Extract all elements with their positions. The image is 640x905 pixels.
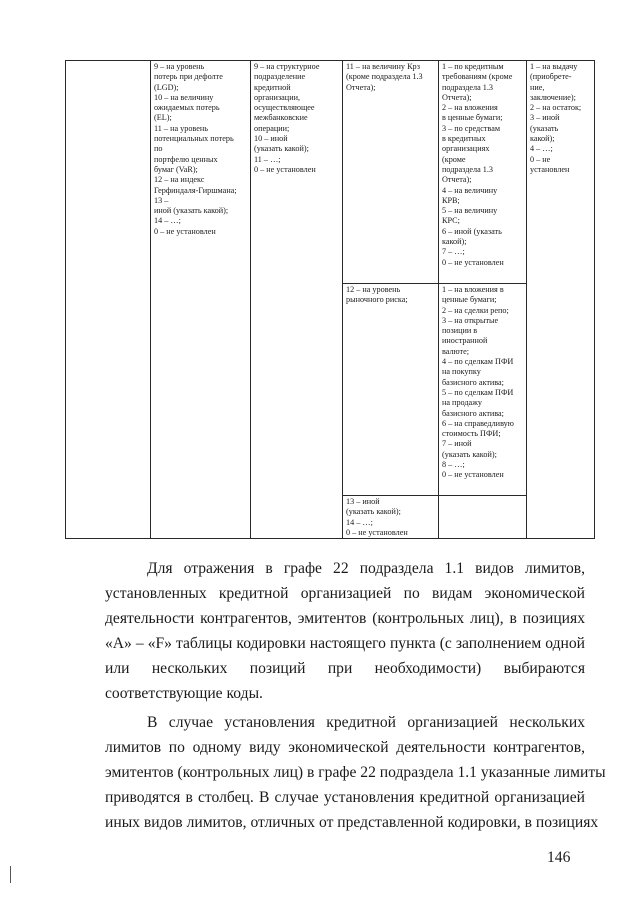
cell-line: 14 – …; bbox=[154, 216, 181, 226]
cell-line: в ценные бумаги; bbox=[442, 113, 503, 123]
cell-lines bbox=[442, 62, 524, 268]
paragraph-line: соответствующие коды. bbox=[105, 685, 263, 702]
cell-line: (указать какой); bbox=[442, 449, 497, 459]
table-cell-credit-risk-details bbox=[439, 61, 527, 284]
cell-line: 12 – на уровень bbox=[346, 285, 401, 294]
cell-line: в кредитных bbox=[442, 134, 486, 144]
cell-line: какой); bbox=[442, 237, 467, 247]
cell-line: 1 – по кредитным bbox=[442, 62, 504, 71]
paragraph-line: приводятся в столбец. В случае установления кредитной организацией bbox=[105, 789, 585, 806]
cell-line: Герфиндаля-Гиршмана; bbox=[154, 185, 237, 195]
cell-line: 0 – не установлен bbox=[346, 527, 408, 537]
cell-lines bbox=[154, 62, 248, 237]
cell-line: иностранной bbox=[442, 336, 488, 346]
cell-line: (кроме bbox=[442, 154, 466, 164]
cell-line: 0 – не bbox=[530, 154, 551, 164]
cell-line: подраздела 1.3 bbox=[442, 164, 494, 174]
cell-line: потерь при дефолте bbox=[154, 72, 223, 82]
cell-line: позиции в bbox=[442, 326, 478, 336]
paragraph-lines bbox=[105, 710, 606, 835]
paragraph-line: деятельности контрагентов, эмитентов (контрольных лиц), в позициях bbox=[105, 610, 585, 627]
cell-line: иной (указать какой); bbox=[154, 206, 229, 216]
cell-lines bbox=[254, 62, 340, 175]
cell-line: 2 – на остаток; bbox=[530, 103, 582, 113]
cell-line: (EL); bbox=[154, 113, 172, 123]
cell-line: какой); bbox=[530, 134, 555, 144]
cell-line: 11 – на уровень bbox=[154, 123, 208, 133]
cell-line: портфелю ценных bbox=[154, 154, 218, 164]
cell-line: 10 – иной bbox=[254, 134, 288, 144]
cell-line: Отчета); bbox=[346, 82, 376, 92]
cell-line: (LGD); bbox=[154, 82, 179, 92]
cell-line: 5 – по сделкам ПФИ bbox=[442, 387, 514, 397]
cell-line: валюте; bbox=[442, 346, 470, 356]
paragraph-1 bbox=[105, 556, 585, 706]
cell-line: потенциальных потерь bbox=[154, 134, 234, 144]
paragraph-line: «A» – «F» таблицы кодировки настоящего пункта (с заполнением одной bbox=[105, 635, 585, 652]
paragraph-line: эмитентов (контрольных лиц) в графе 22 подраздела 1.1 указанные лимиты bbox=[105, 764, 606, 781]
cell-line: рыночного риска; bbox=[346, 295, 408, 305]
cell-line: 12 – на индекс bbox=[154, 175, 205, 185]
cell-line: осуществляющее bbox=[254, 103, 315, 113]
cell-line: 9 – на структурное bbox=[254, 62, 320, 71]
cell-line: 0 – не установлен bbox=[154, 226, 216, 236]
cell-line: 2 – на вложения bbox=[442, 103, 498, 113]
cell-line: кредитной bbox=[254, 82, 291, 92]
cell-line: 4 – по сделкам ПФИ bbox=[442, 357, 514, 367]
cell-line: 9 – на уровень bbox=[154, 62, 205, 71]
cell-line: КРС; bbox=[442, 216, 460, 226]
cell-line: 14 – …; bbox=[346, 517, 373, 527]
cell-line: заключение); bbox=[530, 92, 576, 102]
page-number: 146 bbox=[547, 849, 571, 866]
cell-line: ожидаемых потерь bbox=[154, 103, 220, 113]
cell-line: Отчета); bbox=[442, 92, 472, 102]
paragraph-lines bbox=[105, 556, 585, 706]
table-cell-other-limits bbox=[151, 61, 251, 539]
paragraph-line: лимитов по одному виду экономической деятельности контрагентов, bbox=[105, 739, 585, 756]
cell-line: 13 – bbox=[154, 195, 169, 205]
cell-line: ценные бумаги; bbox=[442, 295, 497, 305]
paragraph-line: установленных кредитной организацией по видам экономической bbox=[105, 585, 585, 602]
cell-line: подразделение bbox=[254, 72, 306, 82]
cell-line: 10 – на величину bbox=[154, 92, 214, 102]
cell-line: (указать какой); bbox=[346, 507, 401, 517]
cell-line: на покупку bbox=[442, 367, 481, 377]
cell-line: 6 – на справедливую bbox=[442, 418, 514, 428]
cell-line: базисного актива; bbox=[442, 408, 504, 418]
cell-line: организации, bbox=[254, 92, 301, 102]
paragraph-line: или нескольких позиций при необходимости) выбираются bbox=[105, 660, 585, 677]
cell-line: Отчета); bbox=[442, 175, 472, 185]
cell-line: 3 – на открытые bbox=[442, 315, 499, 325]
cell-line: 3 – иной bbox=[530, 113, 560, 123]
cell-lines bbox=[530, 62, 592, 175]
cell-line: 0 – не установлен bbox=[254, 164, 316, 174]
cell-line: по bbox=[154, 144, 163, 154]
cell-line: операции; bbox=[254, 123, 290, 133]
table-cell-market-risk bbox=[343, 284, 439, 496]
cell-line: на продажу bbox=[442, 398, 482, 408]
cell-line: 11 – …; bbox=[254, 154, 281, 164]
cell-line: 4 – …; bbox=[530, 144, 553, 154]
cell-line: базисного актива; bbox=[442, 377, 504, 387]
cell-line: КРВ; bbox=[442, 195, 460, 205]
table-cell-subject bbox=[251, 61, 343, 539]
cell-line: 2 – на сделки репо; bbox=[442, 305, 509, 315]
cell-line: 3 – по средствам bbox=[442, 123, 501, 133]
cell-lines bbox=[346, 62, 436, 93]
table-empty-cell bbox=[66, 61, 151, 539]
cell-line: 6 – иной (указать bbox=[442, 226, 502, 236]
cell-line: 5 – на величину bbox=[442, 206, 498, 216]
scan-margin-mark bbox=[10, 866, 11, 883]
table-cell-other-type bbox=[343, 496, 439, 539]
cell-lines bbox=[346, 285, 436, 306]
cell-line: 4 – на величину bbox=[442, 185, 498, 195]
cell-line: 13 – иной bbox=[346, 497, 380, 506]
cell-line: (указать какой); bbox=[254, 144, 309, 154]
cell-line: ние, bbox=[530, 82, 545, 92]
cell-line: (приобрете- bbox=[530, 72, 572, 82]
paragraph-2 bbox=[105, 710, 606, 835]
cell-line: межбанковские bbox=[254, 113, 308, 123]
cell-line: 0 – не установлен bbox=[442, 470, 504, 480]
table-cell-credit-risk bbox=[343, 61, 439, 284]
cell-line: стоимость ПФИ; bbox=[442, 429, 501, 439]
cell-line: 0 – не установлен bbox=[442, 257, 504, 267]
cell-line: бумаг (VaR); bbox=[154, 164, 198, 174]
cell-line: (указать bbox=[530, 123, 559, 133]
paragraph-line: иных видов лимитов, отличных от представленной кодировки, в позициях bbox=[105, 814, 599, 831]
cell-line: подраздела 1.3 bbox=[442, 82, 494, 92]
cell-lines bbox=[346, 497, 436, 538]
cell-line: 7 – …; bbox=[442, 247, 465, 257]
cell-line: требованиям (кроме bbox=[442, 72, 513, 82]
cell-lines bbox=[442, 285, 524, 481]
cell-line: 7 – иной bbox=[442, 439, 472, 449]
paragraph-line: В случае установления кредитной организацией нескольких bbox=[147, 714, 585, 731]
cell-line: (кроме подраздела 1.3 bbox=[346, 72, 423, 82]
paragraph-line: Для отражения в графе 22 подраздела 1.1 видов лимитов, bbox=[147, 560, 585, 577]
cell-line: установлен bbox=[530, 164, 570, 174]
coding-table bbox=[65, 60, 595, 539]
table-cell-blank bbox=[439, 496, 527, 539]
cell-line: организациях bbox=[442, 144, 490, 154]
cell-line: 1 – на вложения в bbox=[442, 285, 504, 294]
table-cell-action bbox=[527, 61, 595, 539]
cell-line: 1 – на выдачу bbox=[530, 62, 578, 71]
table-cell-market-risk-details bbox=[439, 284, 527, 496]
cell-line: 11 – на величину Крз bbox=[346, 62, 420, 71]
cell-line: 8 – …; bbox=[442, 460, 465, 470]
